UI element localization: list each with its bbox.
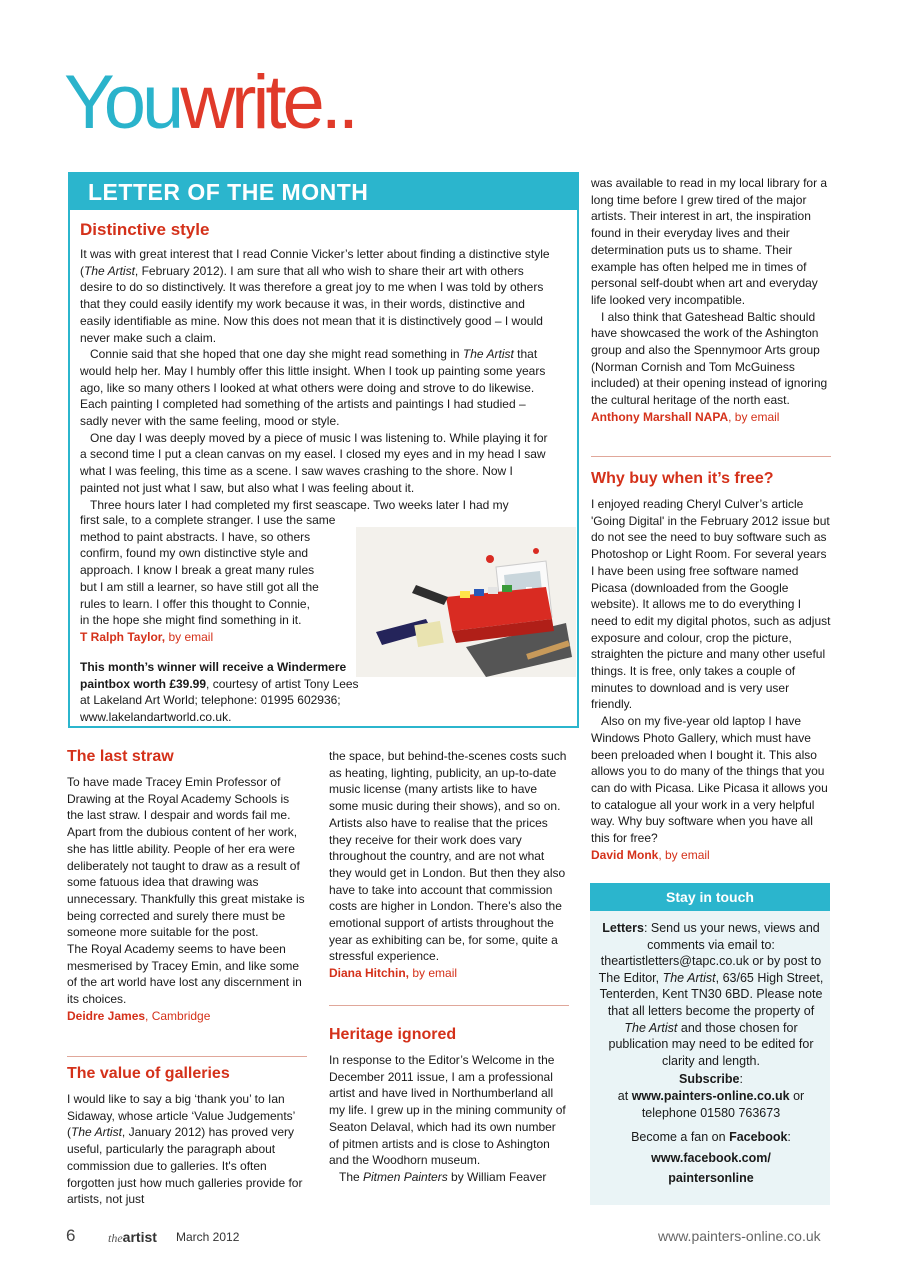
page-title: Youwrite..	[64, 60, 355, 145]
divider	[591, 456, 831, 457]
stay-in-touch-banner: Stay in touch	[590, 883, 830, 911]
facebook-link-2[interactable]: paintersonline	[668, 1171, 754, 1186]
divider	[329, 1005, 569, 1006]
letter-of-month-banner: LETTER OF THE MONTH	[70, 174, 577, 210]
facebook-link[interactable]: www.facebook.com/	[651, 1150, 771, 1165]
divider	[67, 1056, 307, 1057]
subscribe-link[interactable]: www.painters-online.co.uk	[631, 1088, 790, 1103]
letter-heading: Distinctive style	[80, 220, 210, 239]
why-buy-body: I enjoyed reading Cheryl Culver’s article 'Going Digital' in the February 2012 issue but do not see the need to buy software such as Photoshop or Light Room. For several years I have been using free software named Picasa (downloaded from the Google website). It allows me to do everything I need to edit my digital photos, such as adjust exposure and colour, crop the picture, straighten the picture and many other useful things. It is free, only takes a couple of minutes to download and is very user friendly. Also on my five-year old laptop I have Windows Photo Gallery, which must have been preloaded when I bought it. This also allows you to do many of the things that you can do with Picasa. Like Picasa it allows you to catalogue all your work in a very helpful way. Why buy software when you have all this for free? David Monk, by email	[591, 497, 831, 862]
winner-note: This month’s winner will receive a Windermere paintbox worth £39.99, courtesy of artist Tony Lees at Lakeland Art World; telephone: 01995 602936; www.lakelandartworld.co.uk.	[80, 660, 359, 725]
author-anthony: Anthony Marshall NAPA	[591, 409, 729, 424]
page-number: 6	[66, 1226, 76, 1245]
last-straw-heading: The last straw	[67, 748, 174, 765]
heritage-heading: Heritage ignored	[329, 1026, 457, 1043]
galleries-body-continued: the space, but behind-the-scenes costs such as heating, lighting, publicity, an up-to-date music license (many artists like to have some music during their shows), and so on. Artists also have to realise that the prices they receive for their work does vary throughout the country, and are not what they would get in London. But then they also have to take into account that commission costs are higher in London. There's also the emotional support of artists throughout the year as exhibiting can be, for some, quite a stressful experience. Diana Hitchin, by email	[329, 749, 567, 981]
stay-in-touch-text: Letters: Send us your news, views and comments via email to: theartistletters@tapc.co.uk or by post to The Editor, The Artist, 63/65 High Street, Tenterden, Kent TN30 6BD. Please note that all letters become the property of The Artist and those chosen for publication may need to be edited for clarity and length. Subscribe: at www.painters-online.co.uk or telephone 01580 763673 Become a fan on Facebook: www.facebook.com/ paintersonline	[598, 921, 824, 1186]
author-diana: Diana Hitchin,	[329, 966, 410, 981]
author-david: David Monk	[591, 847, 659, 862]
paintbox-photo	[356, 527, 576, 677]
right-column-continued: was available to read in my local library for a long time before I grew tired of the major artists. Their interest in art, the inspiration found in their everyday lives and their determination puts us to shame. Their example has often helped me in times of personal self-doubt when art and everyday life looked very incompatible. I also think that Gateshead Baltic should have showcased the work of the Ashington group and also the Spennymoor Arts group (Norman Cornish and Tom McGuiness included) at their opening instead of ignoring the cultural heritage of the north east. Anthony Marshall NAPA, by email	[591, 176, 828, 424]
heritage-body: In response to the Editor’s Welcome in the December 2011 issue, I am a professional artist and have lived in Northumberland all my life. I grew up in the mining community of Seaton Delaval, which had its own number of pitmen artists and is close to Ashington and the Woodhorn museum. The Pitmen Painters by William Feaver	[329, 1053, 566, 1184]
why-buy-heading: Why buy when it’s free?	[591, 470, 774, 487]
author-deidre: Deidre James	[67, 1008, 146, 1023]
last-straw-body: To have made Tracey Emin Professor of Drawing at the Royal Academy Schools is the last straw. I despair and words fail me. Apart from the dubious content of her work, she has little ability. People of her era were deliberately not taught to draw as a result of some fatuous idea that drawing was unnecessary. Thankfully this great mistake is being corrected and surely there must be someone more suitable for the post. The Royal Academy seems to have been mesmerised by Tracey Emin, and like some of the art world have lost any discernment in its choices. Deidre James, Cambridge	[67, 775, 305, 1023]
letter-author: T Ralph Taylor,	[80, 629, 166, 644]
galleries-body: I would like to say a big ‘thank you’ to Ian Sidaway, whose article ‘Value Judgements’ (The Artist, January 2012) has proved very useful, particularly the paragraph about commission due to galleries. It's often forgotten just how much galleries provide for artists, not just	[67, 1092, 303, 1207]
footer-url[interactable]: www.painters-online.co.uk	[658, 1228, 821, 1244]
letter-body-wrap: first sale, to a complete stranger. I use the same method to paint abstracts. I have, so others confirm, found my own distinctive style and approach. I know I break a great many rules but I am still a learner, so have still got all the rules to learn. I offer this thought to Connie, in the hope she might find something in it. T Ralph Taylor, by email	[80, 513, 336, 644]
issue-date: March 2012	[176, 1230, 240, 1244]
magazine-logo: theartist	[108, 1229, 157, 1245]
letter-body: It was with great interest that I read Connie Vicker’s letter about finding a distinctive style (The Artist, February 2012). I am sure that all who wish to share their art with others desire to do so distinctively. It was therefore a great joy to me when I was told by others that they could easily identify my work because it was, in their words, distinctive and easily identifiable as mine. Now this does not mean that it is distinctively good – I would never make such a claim. Connie said that she hoped that one day she might read something in The Artist that would help her. May I humbly offer this little insight. When I took up painting some years ago, like so many others I looked at what others were doing and strove to do likewise. Each painting I completed had something of the artists and paintings I had studied – sadly never with the same feeling, mood or style. One day I was deeply moved by a piece of music I was listening to. While playing it for a second time I put a clean canvas on my easel. I closed my eyes and in my head I saw what I was feeling, this time as a scene. I saw waves crashing to the shore. Now I painted not just what I saw, but also what I was feeling about it. Three hours later I had completed my first seascape. Two weeks later I had my	[80, 247, 550, 512]
galleries-heading: The value of galleries	[67, 1065, 230, 1082]
